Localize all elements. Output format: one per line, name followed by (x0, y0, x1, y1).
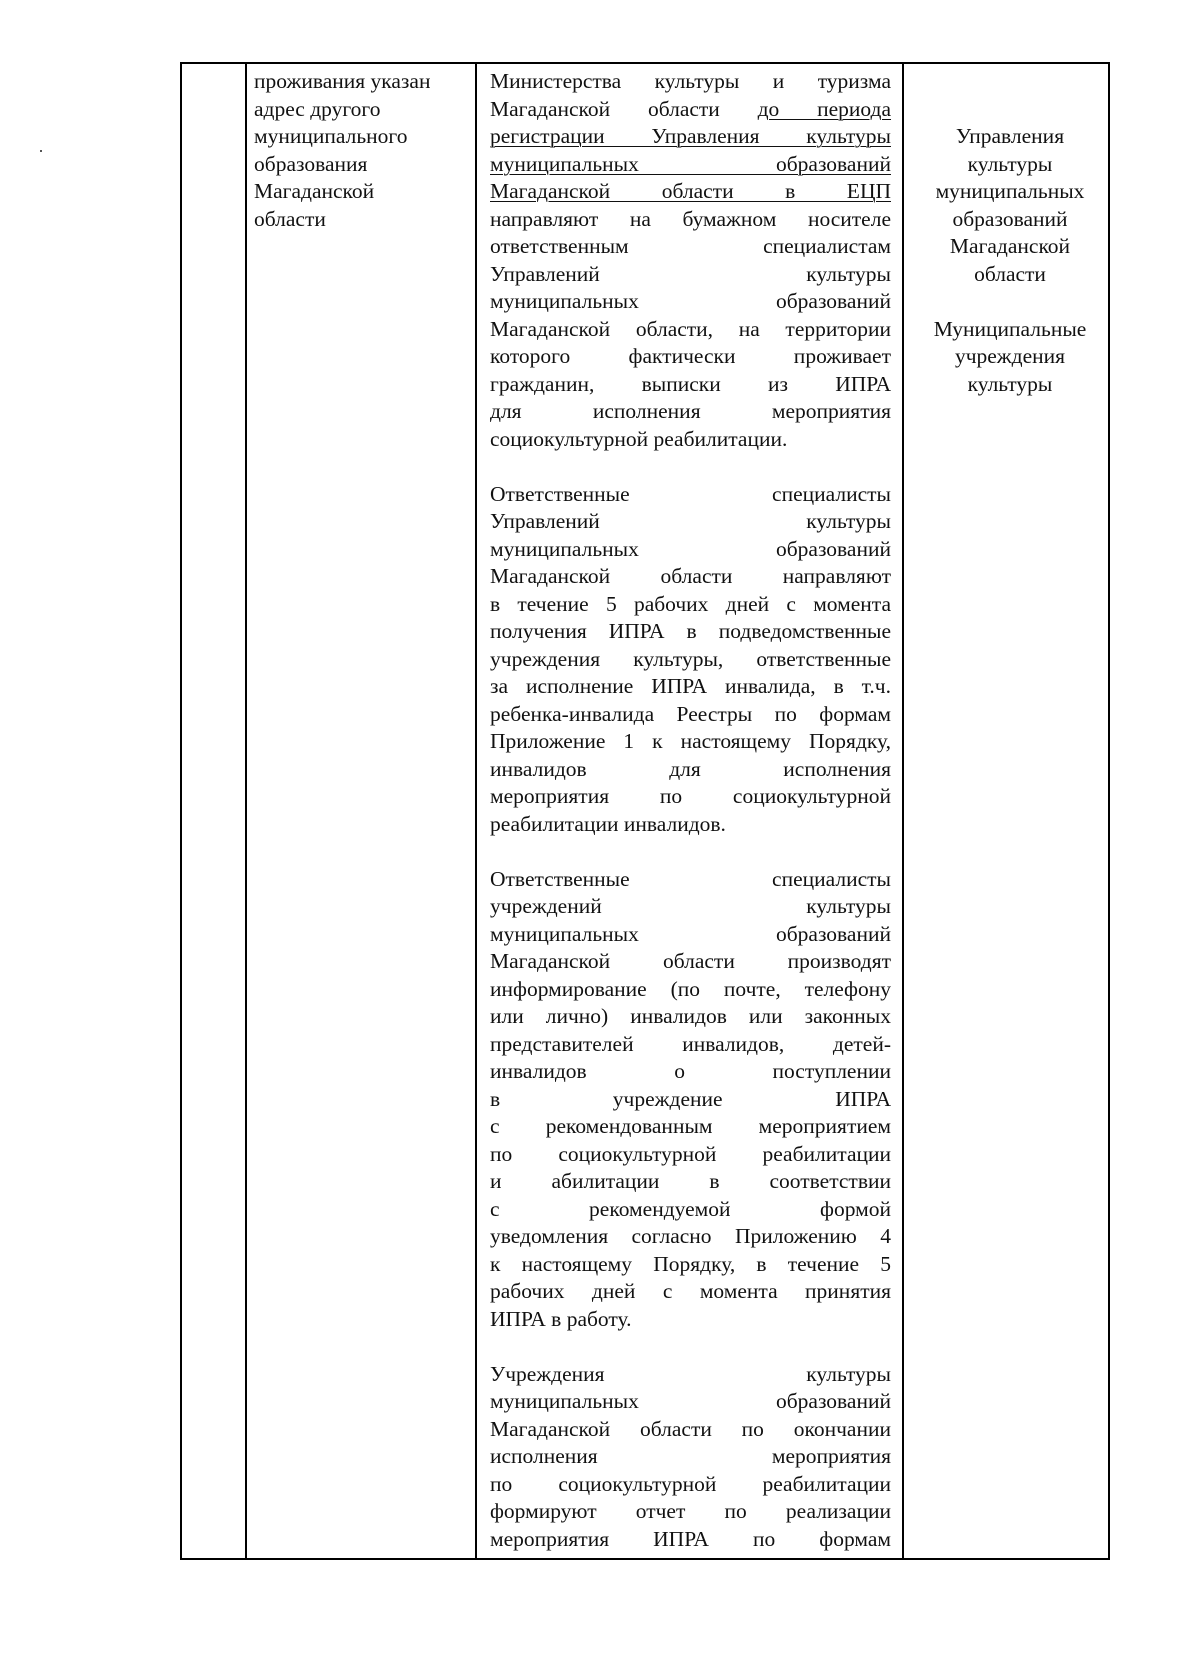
condition-line: области (254, 206, 326, 231)
procedure-line: по социокультурной реабилитации (490, 1471, 891, 1496)
procedure-line: Управлений культуры (490, 261, 891, 286)
procedure-paragraph-2 (490, 481, 891, 839)
procedure-line: Ответственные специалисты (490, 866, 891, 891)
responsible-line: Муниципальные (933, 316, 1087, 341)
column-divider-3 (902, 64, 904, 1558)
procedure-line: инвалидов для исполнения (490, 756, 891, 781)
column-divider-1 (245, 64, 247, 1558)
procedure-line: для исполнения мероприятия (490, 399, 891, 423)
responsible-line: Управления (955, 124, 1065, 148)
procedure-line: представителей инвалидов, детей- (490, 1031, 891, 1056)
responsible-line: муниципальных (935, 179, 1085, 203)
condition-cell (254, 68, 469, 233)
paragraph-gap (490, 838, 891, 866)
responsible-cell (910, 68, 1110, 398)
procedure-line: за исполнение ИПРА инвалида, в т.ч. (490, 674, 891, 698)
procedure-line: уведомления согласно Приложению 4 (490, 1224, 891, 1248)
procedure-line: Управлений культуры (490, 509, 891, 533)
procedure-line: информирование (по почте, телефону (490, 976, 891, 1001)
procedure-line: по социокультурной реабилитации (490, 1141, 891, 1166)
procedure-line: гражданин, выписки из ИПРА (490, 371, 891, 396)
procedure-line: муниципальных образований (490, 536, 891, 561)
paragraph-gap (490, 453, 891, 481)
responsible-line: культуры (967, 151, 1053, 176)
procedure-line: с рекомендованным мероприятием (490, 1114, 891, 1138)
underlined-text: Магаданской области в ЕЦП (490, 179, 891, 203)
procedure-line: направляют на бумажном носителе (490, 206, 891, 231)
responsible-line: области (974, 261, 1046, 286)
procedure-paragraph-4 (490, 1361, 891, 1554)
procedure-line (490, 178, 891, 206)
paragraph-gap (490, 1333, 891, 1361)
procedure-line: Магаданской области, на территории (490, 316, 891, 341)
condition-line: образования (254, 151, 368, 176)
procedure-line: муниципальных образований (490, 921, 891, 946)
procedure-line (490, 96, 891, 124)
responsible-line: учреждения (954, 344, 1066, 368)
procedure-line: формируют отчет по реализации (490, 1499, 891, 1523)
procedure-line: реабилитации инвалидов. (490, 811, 726, 836)
procedure-line (490, 151, 891, 179)
procedure-paragraph-1 (490, 68, 891, 453)
procedure-line: Ответственные специалисты (490, 481, 891, 506)
procedure-line: муниципальных образований (490, 289, 891, 313)
procedure-line: Учреждения культуры (490, 1361, 891, 1386)
procedure-line: инвалидов о поступлении (490, 1059, 891, 1083)
condition-line: адрес другого (254, 96, 381, 121)
responsible-line: культуры (967, 371, 1053, 396)
underlined-text: до периода (757, 96, 892, 121)
procedure-line: мероприятия ИПРА по формам (490, 1526, 891, 1551)
procedure-line: Магаданской области по окончании (490, 1416, 891, 1441)
responsible-line: Магаданской (949, 234, 1071, 258)
procedure-line: мероприятия по социокультурной (490, 784, 891, 808)
procedure-line: ИПРА в работу. (490, 1306, 632, 1331)
procedure-line: учреждения культуры, ответственные (490, 646, 891, 671)
underlined-text: муниципальных образований (490, 151, 891, 176)
table-frame (180, 62, 1110, 1560)
procedure-paragraph-3 (490, 866, 891, 1334)
procedure-line: учреждений культуры (490, 894, 891, 918)
procedure-line: и абилитации в соответствии (490, 1169, 891, 1193)
responsible-line: образований (952, 206, 1068, 231)
group-gap (910, 288, 1110, 316)
procedure-line: Магаданской области производят (490, 949, 891, 973)
procedure-line: исполнения мероприятия (490, 1444, 891, 1468)
condition-line: Магаданской (254, 179, 375, 203)
procedure-line: которого фактически проживает (490, 344, 891, 368)
procedure-line (490, 123, 891, 151)
procedure-cell (490, 68, 891, 1553)
procedure-line: к настоящему Порядку, в течение 5 (490, 1251, 891, 1276)
procedure-line: Министерства культуры и туризма (490, 69, 891, 93)
procedure-line: с рекомендуемой формой (490, 1196, 891, 1221)
procedure-line: социокультурной реабилитации. (490, 426, 788, 451)
condition-line: проживания указан (254, 69, 431, 93)
condition-line: муниципального (254, 124, 408, 148)
procedure-line: ответственным специалистам (490, 234, 891, 258)
procedure-line: или лично) инвалидов или законных (490, 1004, 891, 1028)
column-divider-2 (475, 64, 477, 1558)
procedure-line: рабочих дней с момента принятия (490, 1279, 891, 1303)
procedure-line: Магаданской области направляют (490, 564, 891, 588)
procedure-line: муниципальных образований (490, 1389, 891, 1413)
procedure-line: в учреждение ИПРА (490, 1086, 891, 1111)
scan-speck (40, 150, 42, 152)
procedure-line: в течение 5 рабочих дней с момента (490, 591, 891, 616)
procedure-line: Приложение 1 к настоящему Порядку, (490, 729, 891, 753)
line-text: Магаданской области (490, 96, 758, 121)
procedure-line: получения ИПРА в подведомственные (490, 619, 891, 643)
underlined-text: регистрации Управления культуры (490, 124, 891, 148)
procedure-line: ребенка-инвалида Реестры по формам (490, 701, 891, 726)
